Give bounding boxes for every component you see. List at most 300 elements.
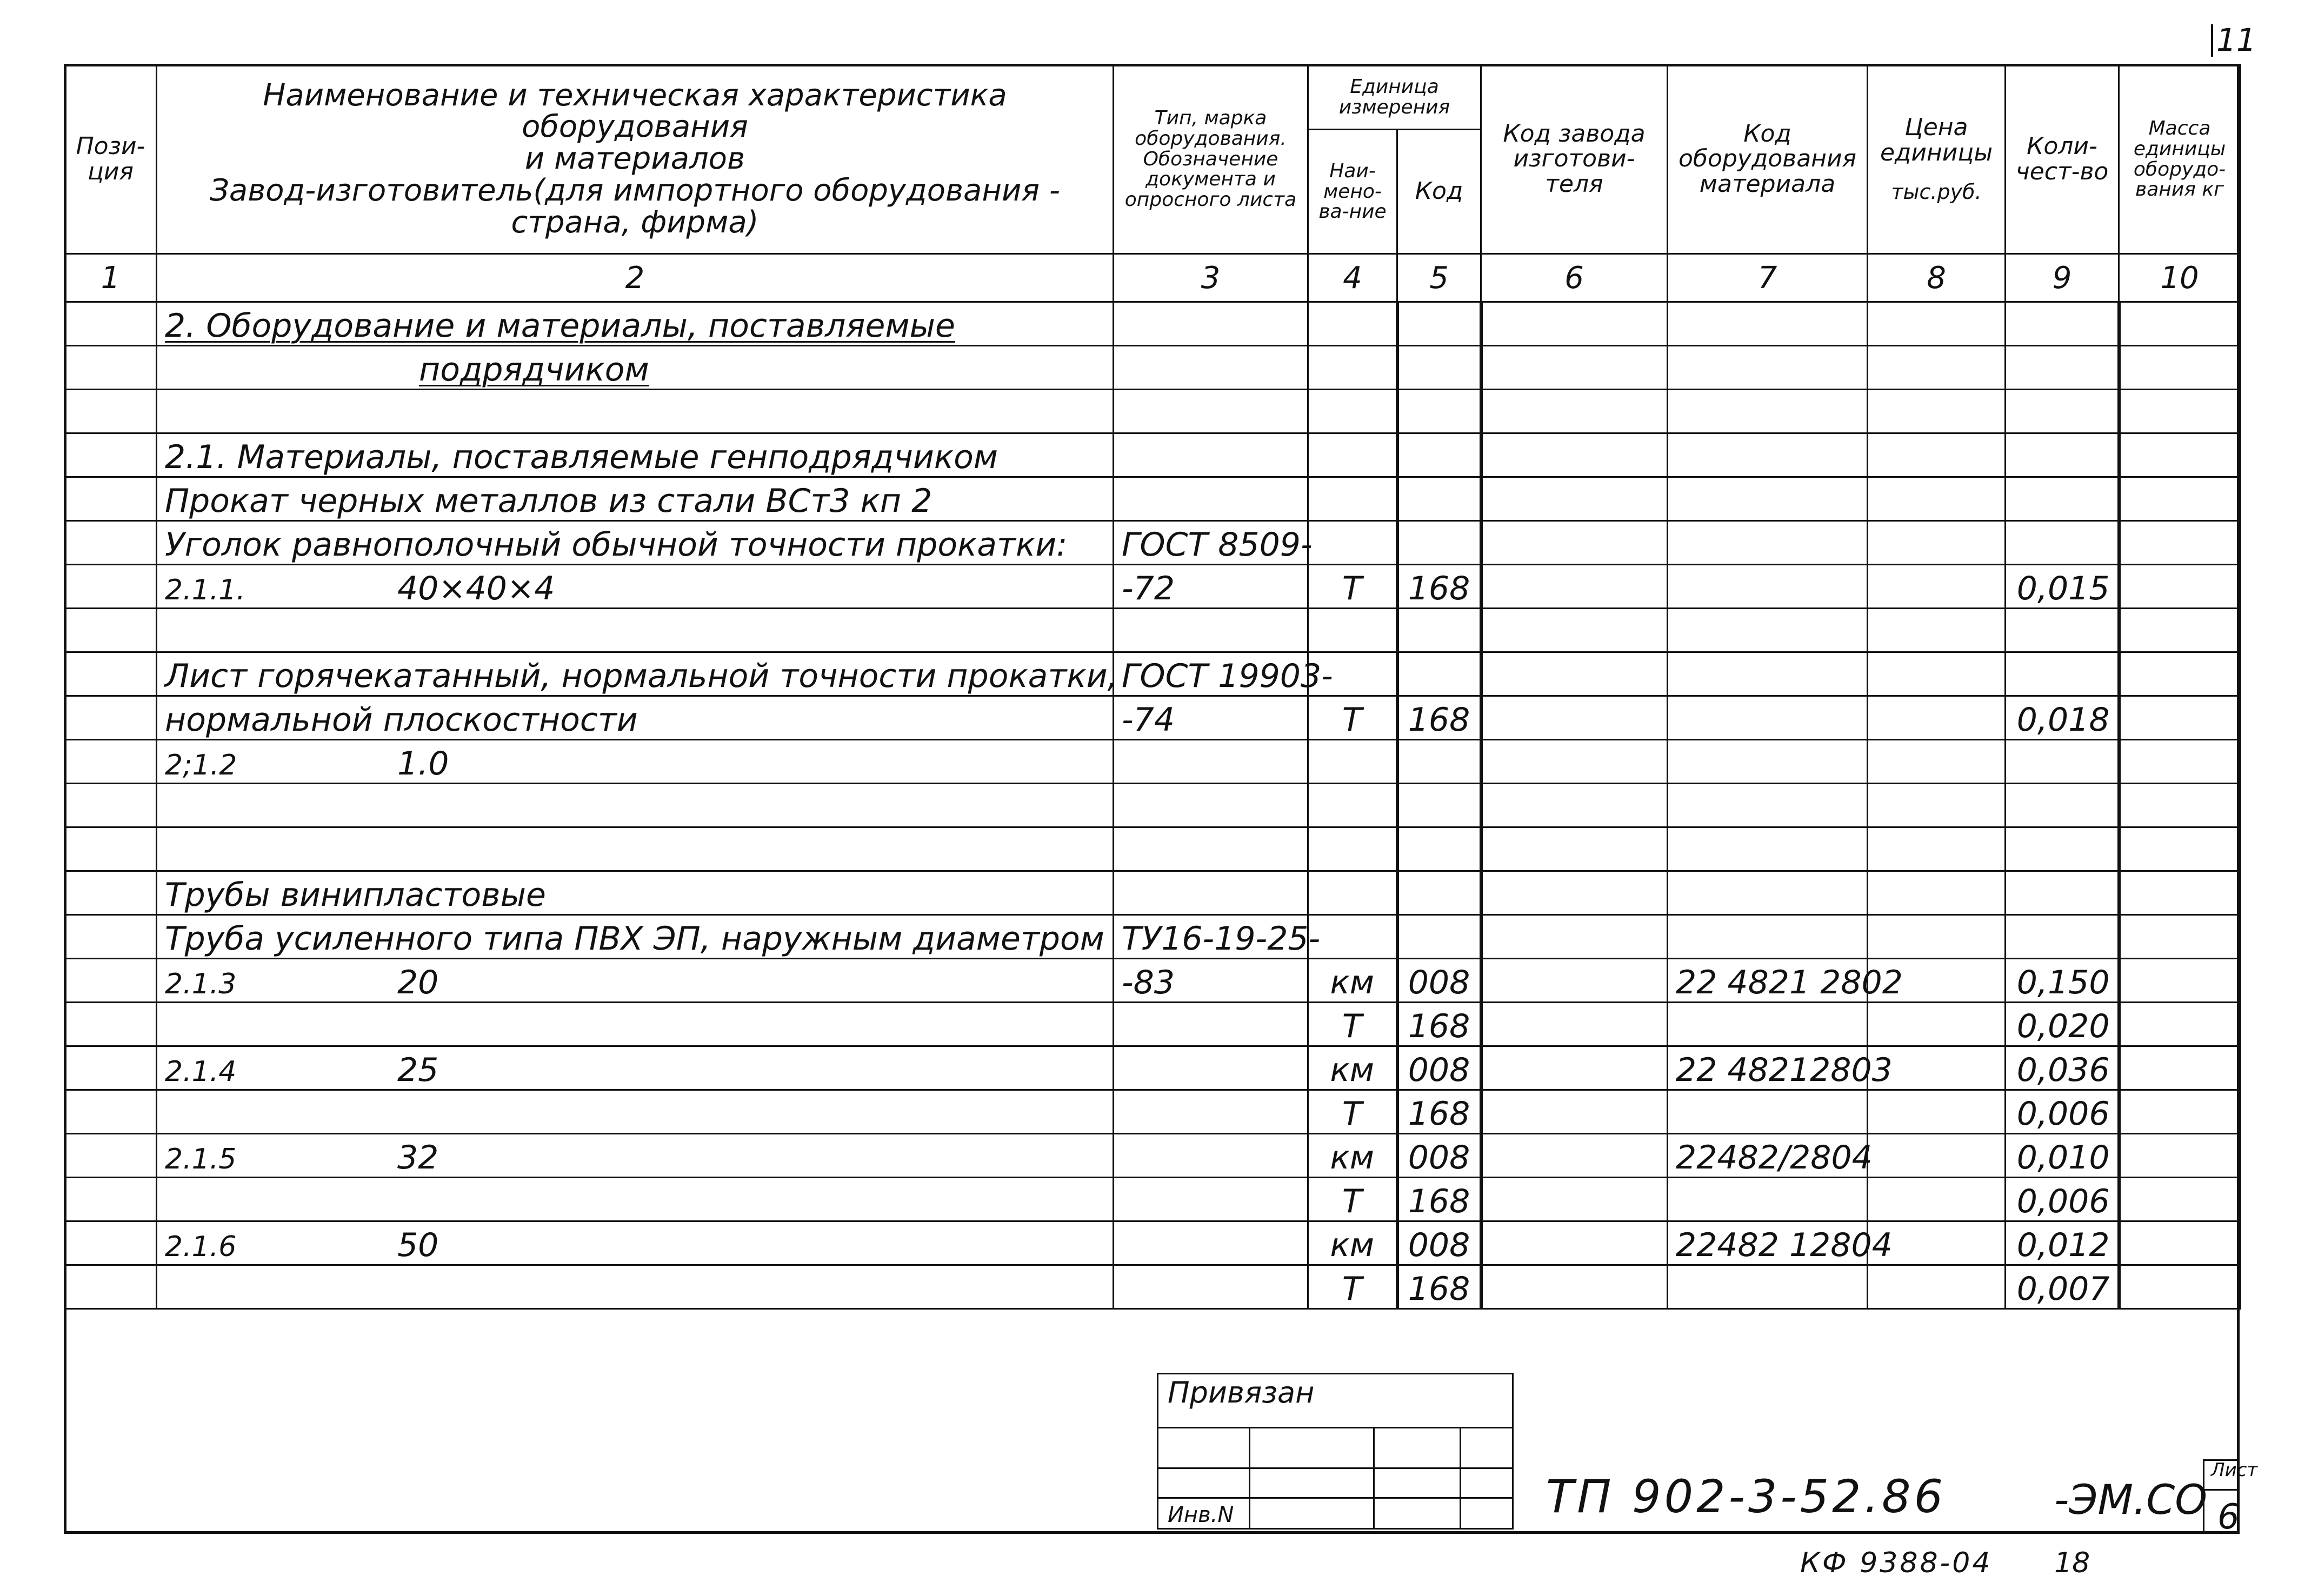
cell-pos (65, 521, 157, 565)
cell-name (157, 871, 1114, 915)
position-number: 2.1.5 (165, 1143, 237, 1176)
column-number: 8 (1868, 254, 2006, 302)
cell-matcode (1668, 784, 1868, 827)
cell-code: 168 (1397, 1090, 1481, 1134)
sheet-box-divider (2203, 1489, 2240, 1491)
cell-code (1397, 346, 1481, 390)
cell-unit: Т (1308, 1003, 1397, 1046)
bound-label: Привязан (1168, 1375, 1315, 1410)
cell-price (1868, 346, 2006, 390)
cell-price (1868, 871, 2006, 915)
cell-pos (65, 433, 157, 477)
cell-name (157, 433, 1114, 477)
cell-matcode (1668, 827, 1868, 871)
cell-qty (2006, 346, 2119, 390)
cell-type: -83 (1114, 959, 1308, 1003)
cell-price (1868, 784, 2006, 827)
item-name: 1.0 (397, 745, 449, 783)
table-row (65, 1178, 2241, 1221)
cell-name (157, 565, 1114, 609)
cell-name (157, 1090, 1114, 1134)
cell-matcode: 22 48212803 (1668, 1046, 1868, 1090)
cell-code (1397, 433, 1481, 477)
table-row (65, 609, 2241, 652)
cell-type (1114, 433, 1308, 477)
cell-unit (1308, 609, 1397, 652)
cell-mass (2119, 433, 2241, 477)
cell-unit: Т (1308, 696, 1397, 740)
column-number: 3 (1114, 254, 1308, 302)
cell-price (1868, 1265, 2006, 1309)
cell-qty (2006, 915, 2119, 959)
cell-type (1114, 871, 1308, 915)
cell-pos (65, 740, 157, 784)
cell-mass (2119, 565, 2241, 609)
cell-type (1114, 784, 1308, 827)
table-row (65, 477, 2241, 521)
cell-pos (65, 346, 157, 390)
cell-price (1868, 696, 2006, 740)
cell-type (1114, 1090, 1308, 1134)
cell-pos (65, 959, 157, 1003)
cell-name (157, 1003, 1114, 1046)
header-price-line1: Цена единицы (1880, 113, 1993, 166)
table-row (65, 521, 2241, 565)
header-price (1868, 65, 2006, 254)
cell-matcode (1668, 477, 1868, 521)
cell-unit (1308, 433, 1397, 477)
header-material-code: Код оборудования материала (1668, 65, 1868, 254)
cell-name (157, 346, 1114, 390)
cell-type (1114, 1003, 1308, 1046)
cell-name (157, 1178, 1114, 1221)
cell-mass (2119, 1046, 2241, 1090)
cell-name (157, 1134, 1114, 1178)
cell-type (1114, 1221, 1308, 1265)
cell-type: ГОСТ 8509- (1114, 521, 1308, 565)
cell-qty (2006, 871, 2119, 915)
cell-qty (2006, 433, 2119, 477)
cell-code: 008 (1397, 1046, 1481, 1090)
cell-pos (65, 827, 157, 871)
cell-factory (1481, 390, 1668, 433)
position-number: 2;1.2 (165, 749, 237, 782)
cell-type (1114, 740, 1308, 784)
cell-pos (65, 390, 157, 433)
table-row (65, 302, 2241, 346)
cell-name (157, 477, 1114, 521)
cell-factory (1481, 433, 1668, 477)
cell-type (1114, 390, 1308, 433)
cell-type (1114, 1046, 1308, 1090)
cell-price (1868, 652, 2006, 696)
inv-label: Инв.N (1168, 1502, 1234, 1527)
cell-matcode (1668, 346, 1868, 390)
cell-pos (65, 784, 157, 827)
cell-mass (2119, 784, 2241, 827)
footer-number: 18 (2054, 1547, 2090, 1579)
cell-factory (1481, 1178, 1668, 1221)
cell-unit (1308, 740, 1397, 784)
cell-type (1114, 1134, 1308, 1178)
document-code: ТП 902-3-52.86 (1546, 1470, 1947, 1523)
cell-factory (1481, 871, 1668, 915)
cell-matcode (1668, 652, 1868, 696)
cell-pos (65, 1221, 157, 1265)
table-row (65, 827, 2241, 871)
cell-factory (1481, 346, 1668, 390)
cell-matcode (1668, 1178, 1868, 1221)
cell-price (1868, 302, 2006, 346)
header-quantity: Коли-чест-во (2006, 65, 2119, 254)
stamp-line (1460, 1427, 1461, 1530)
cell-type (1114, 1265, 1308, 1309)
cell-matcode (1668, 390, 1868, 433)
item-name: 50 (397, 1226, 439, 1264)
cell-mass (2119, 1134, 2241, 1178)
column-number: 9 (2006, 254, 2119, 302)
cell-matcode: 22 4821 2802 (1668, 959, 1868, 1003)
cell-mass (2119, 1003, 2241, 1046)
cell-factory (1481, 565, 1668, 609)
table-row (65, 433, 2241, 477)
cell-matcode (1668, 521, 1868, 565)
cell-matcode (1668, 1090, 1868, 1134)
cell-factory (1481, 784, 1668, 827)
cell-unit (1308, 477, 1397, 521)
cell-qty (2006, 784, 2119, 827)
cell-price (1868, 915, 2006, 959)
cell-code (1397, 871, 1481, 915)
cell-matcode (1668, 1003, 1868, 1046)
cell-code: 168 (1397, 1003, 1481, 1046)
column-number: 10 (2119, 254, 2241, 302)
cell-pos (65, 1134, 157, 1178)
table-row (65, 1265, 2241, 1309)
cell-pos (65, 477, 157, 521)
cell-factory (1481, 959, 1668, 1003)
cell-name (157, 740, 1114, 784)
cell-unit: Т (1308, 1178, 1397, 1221)
table-row (65, 740, 2241, 784)
table-row (65, 1090, 2241, 1134)
cell-pos (65, 915, 157, 959)
cell-factory (1481, 652, 1668, 696)
cell-factory (1481, 609, 1668, 652)
header-unit-group: Единица измерения (1308, 65, 1481, 130)
cell-qty: 0,015 (2006, 565, 2119, 609)
cell-mass (2119, 477, 2241, 521)
item-name: 2. Оборудование и материалы, поставляемые (165, 307, 955, 345)
cell-unit (1308, 915, 1397, 959)
cell-matcode (1668, 302, 1868, 346)
cell-unit (1308, 871, 1397, 915)
cell-factory (1481, 1090, 1668, 1134)
cell-unit (1308, 346, 1397, 390)
table-row (65, 565, 2241, 609)
cell-unit (1308, 302, 1397, 346)
position-number: 2.1.1. (165, 574, 245, 606)
document-suffix: -ЭМ.СО (2054, 1475, 2208, 1524)
cell-code (1397, 915, 1481, 959)
cell-qty (2006, 477, 2119, 521)
sheet-label: Лист (2211, 1459, 2258, 1481)
cell-price (1868, 1134, 2006, 1178)
table-row (65, 390, 2241, 433)
item-name: Уголок равнополочный обычной точности прокатки: (165, 526, 1068, 564)
cell-matcode (1668, 609, 1868, 652)
cell-code: 168 (1397, 1178, 1481, 1221)
stamp-line (1249, 1427, 1250, 1530)
cell-mass (2119, 1090, 2241, 1134)
column-number: 5 (1397, 254, 1481, 302)
cell-name (157, 1265, 1114, 1309)
table-row (65, 871, 2241, 915)
cell-name (157, 827, 1114, 871)
cell-price (1868, 1090, 2006, 1134)
table-row (65, 652, 2241, 696)
header-type: Тип, марка оборудования. Обозначение документа и опросного листа (1114, 65, 1308, 254)
cell-pos (65, 609, 157, 652)
cell-qty: 0,018 (2006, 696, 2119, 740)
item-name: 40×40×4 (397, 570, 555, 607)
cell-mass (2119, 652, 2241, 696)
position-number: 2.1.4 (165, 1056, 237, 1088)
column-number-row (65, 254, 2241, 302)
item-name: Трубы винипластовые (165, 876, 546, 914)
cell-type (1114, 827, 1308, 871)
cell-type (1114, 609, 1308, 652)
footer-code: КФ 9388-04 (1800, 1547, 1993, 1579)
table-row (65, 696, 2241, 740)
header-name-line2: и материалов (524, 141, 745, 177)
cell-price (1868, 477, 2006, 521)
position-number: 2.1.3 (165, 968, 237, 1000)
cell-mass (2119, 390, 2241, 433)
cell-qty (2006, 827, 2119, 871)
cell-code (1397, 390, 1481, 433)
cell-type (1114, 477, 1308, 521)
cell-qty (2006, 652, 2119, 696)
cell-name (157, 915, 1114, 959)
cell-name (157, 652, 1118, 696)
item-name: подрядчиком (419, 351, 649, 389)
specification-table (64, 64, 2241, 1310)
cell-mass (2119, 1265, 2241, 1309)
column-number: 4 (1308, 254, 1397, 302)
cell-pos (65, 871, 157, 915)
cell-unit: км (1308, 1221, 1397, 1265)
cell-qty: 0,150 (2006, 959, 2119, 1003)
cell-mass (2119, 609, 2241, 652)
cell-code (1397, 784, 1481, 827)
table-row (65, 346, 2241, 390)
cell-pos (65, 1003, 157, 1046)
cell-name (157, 1046, 1114, 1090)
item-name: 2.1. Материалы, поставляемые генподрядчиком (165, 438, 998, 476)
cell-unit: км (1308, 1134, 1397, 1178)
cell-unit (1308, 521, 1397, 565)
cell-name (157, 1221, 1114, 1265)
cell-price (1868, 827, 2006, 871)
cell-type: -74 (1114, 696, 1308, 740)
cell-matcode: 22482/2804 (1668, 1134, 1868, 1178)
header-name-line1: Наименование и техническая характеристика оборудования (263, 77, 1007, 145)
cell-qty (2006, 609, 2119, 652)
cell-type: -72 (1114, 565, 1308, 609)
cell-type (1114, 302, 1308, 346)
cell-mass (2119, 696, 2241, 740)
cell-qty: 0,006 (2006, 1178, 2119, 1221)
header-position: Пози- ция (65, 65, 157, 254)
table-row (65, 959, 2241, 1003)
cell-code: 008 (1397, 959, 1481, 1003)
cell-code (1397, 302, 1481, 346)
cell-qty: 0,036 (2006, 1046, 2119, 1090)
table-row (65, 915, 2241, 959)
cell-factory (1481, 740, 1668, 784)
item-name: 20 (397, 964, 439, 1001)
cell-factory (1481, 1046, 1668, 1090)
cell-matcode (1668, 740, 1868, 784)
table-row (65, 1134, 2241, 1178)
cell-code (1397, 740, 1481, 784)
cell-matcode (1668, 696, 1868, 740)
cell-matcode (1668, 1265, 1868, 1309)
item-name: Лист горячекатанный, нормальной точности прокатки, (165, 657, 1118, 695)
header-mass: Масса единицы оборудо-вания кг (2119, 65, 2241, 254)
cell-name (157, 521, 1114, 565)
item-name: 25 (397, 1051, 439, 1089)
cell-mass (2119, 521, 2241, 565)
cell-unit: Т (1308, 565, 1397, 609)
cell-pos (65, 652, 157, 696)
cell-pos (65, 565, 157, 609)
header-unit-code: Код (1397, 130, 1481, 254)
cell-factory (1481, 1134, 1668, 1178)
cell-qty (2006, 302, 2119, 346)
cell-factory (1481, 1221, 1668, 1265)
header-unit-name: Наи-мено-ва-ние (1308, 130, 1397, 254)
cell-price (1868, 740, 2006, 784)
cell-price (1868, 390, 2006, 433)
cell-matcode: 22482 12804 (1668, 1221, 1868, 1265)
column-number: 1 (65, 254, 157, 302)
cell-matcode (1668, 565, 1868, 609)
cell-mass (2119, 915, 2241, 959)
cell-factory (1481, 302, 1668, 346)
cell-code (1397, 477, 1481, 521)
cell-price (1868, 521, 2006, 565)
cell-qty: 0,007 (2006, 1265, 2119, 1309)
cell-price (1868, 565, 2006, 609)
column-number: 6 (1481, 254, 1668, 302)
cell-code: 008 (1397, 1221, 1481, 1265)
cell-unit: Т (1308, 1090, 1397, 1134)
cell-pos (65, 1046, 157, 1090)
cell-mass (2119, 871, 2241, 915)
cell-qty (2006, 390, 2119, 433)
position-number: 2.1.6 (165, 1231, 237, 1263)
cell-unit (1308, 784, 1397, 827)
item-name: нормальной плоскостности (165, 701, 638, 739)
cell-factory (1481, 1265, 1668, 1309)
cell-type (1114, 346, 1308, 390)
table-row (65, 1221, 2241, 1265)
cell-unit: км (1308, 1046, 1397, 1090)
cell-qty: 0,012 (2006, 1221, 2119, 1265)
cell-unit (1308, 390, 1397, 433)
cell-price (1868, 1178, 2006, 1221)
cell-pos (65, 696, 157, 740)
cell-factory (1481, 827, 1668, 871)
cell-qty (2006, 521, 2119, 565)
cell-factory (1481, 477, 1668, 521)
cell-matcode (1668, 871, 1868, 915)
cell-name (157, 302, 1114, 346)
cell-mass (2119, 1178, 2241, 1221)
cell-factory (1481, 521, 1668, 565)
cell-pos (65, 302, 157, 346)
cell-mass (2119, 1221, 2241, 1265)
sheet-number: 11 (2216, 22, 2256, 58)
table-row (65, 784, 2241, 827)
header-name-line3: Завод-изготовитель(для импортного оборудования - (209, 172, 1061, 208)
cell-code: 008 (1397, 1134, 1481, 1178)
item-name: Труба усиленного типа ПВХ ЭП, наружным диаметром (165, 920, 1104, 958)
cell-price (1868, 1003, 2006, 1046)
cell-name (157, 784, 1114, 827)
cell-factory (1481, 915, 1668, 959)
cell-name (157, 609, 1114, 652)
cell-code: 168 (1397, 565, 1481, 609)
cell-pos (65, 1178, 157, 1221)
cell-price (1868, 609, 2006, 652)
cell-qty: 0,010 (2006, 1134, 2119, 1178)
cell-factory (1481, 696, 1668, 740)
column-number: 7 (1668, 254, 1868, 302)
cell-mass (2119, 959, 2241, 1003)
cell-mass (2119, 302, 2241, 346)
cell-mass (2119, 740, 2241, 784)
cell-unit: Т (1308, 1265, 1397, 1309)
sheet-number-divider (2211, 24, 2213, 57)
cell-code (1397, 652, 1481, 696)
header-factory-code: Код завода изготови-теля (1481, 65, 1668, 254)
cell-type: ТУ16-19-25- (1114, 915, 1308, 959)
cell-code: 168 (1397, 696, 1481, 740)
header-price-line2: тыс.руб. (1891, 179, 1982, 204)
item-name: Прокат черных металлов из стали ВСт3 кп 2 (165, 482, 932, 520)
cell-mass (2119, 827, 2241, 871)
item-name: 32 (397, 1139, 439, 1177)
cell-code (1397, 827, 1481, 871)
cell-qty: 0,006 (2006, 1090, 2119, 1134)
table-row (65, 1046, 2241, 1090)
cell-price (1868, 433, 2006, 477)
stamp-line (1373, 1427, 1375, 1530)
cell-matcode (1668, 915, 1868, 959)
cell-name (157, 390, 1114, 433)
cell-unit: км (1308, 959, 1397, 1003)
cell-qty (2006, 740, 2119, 784)
cell-code: 168 (1397, 1265, 1481, 1309)
table-row (65, 1003, 2241, 1046)
column-number: 2 (157, 254, 1114, 302)
cell-code (1397, 521, 1481, 565)
cell-type: ГОСТ 19903- (1114, 652, 1308, 696)
cell-name (157, 959, 1114, 1003)
